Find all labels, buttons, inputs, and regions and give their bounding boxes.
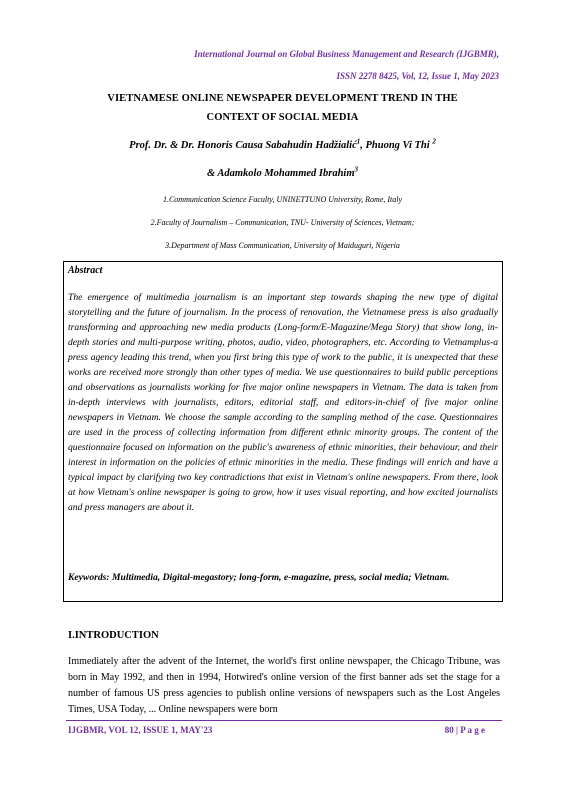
abstract-text: The emergence of multimedia journalism is an important step towards shaping the new type of digital storytelling and the future of journalism. In the process of renovation, the Vietnamese press is also gradually transforming and approaching new media products (Long-form/E-Magazine/Mega Story) that show long, in-depth stories and multi-purpose writing, photos, audio, video, photographers, etc. According to Vietnamplus-a press agency leading this trend, when you first bring this type of work to the public, it is unexpected that these works are received more strongly than other types of media. We use questionnaires to build public perceptions and observations as journalists working for five major online newspapers in Vietnam. The data is taken from in-depth interviews with journalists, editors, editorial staff, and editors-in-chief of five major online newspapers in Vietnam. We choose the sample according to the sampling method of the case. Questionnaires are used in the process of collecting information from different ethnic minority groups. The content of the questionnaire focused on information on the public's awareness of ethnic minorities, their behaviour, and their interest in information on the policies of ethnic minorities in the media. These findings will enrich and have a typical impact by clarifying two key contradictions that exist in Vietnam's online newspapers. From there, look at how Vietnam's online newspaper is going to grow, how it uses visual reporting, and how excited journalists and press managers are about it. <box>68 292 498 513</box>
footer-divider <box>66 720 502 721</box>
affiliation-3: 3.Department of Mass Communication, University of Maiduguri, Nigeria <box>165 241 400 250</box>
author-2-affiliation-mark: 2 <box>432 137 436 146</box>
keywords: Keywords: Multimedia, Digital-megastory; long-form, e-magazine, press, social media; Vietnam. <box>68 572 450 583</box>
introduction-heading: I.INTRODUCTION <box>68 630 159 641</box>
affiliation-1: 1.Communication Science Faculty, UNINETTUNO University, Rome, Italy <box>162 195 403 204</box>
footer-journal-issue: IJGBMR, VOL 12, ISSUE 1, MAY'23 <box>68 725 213 735</box>
paper-title-line-1: VIETNAMESE ONLINE NEWSPAPER DEVELOPMENT TREND IN THE <box>107 93 458 104</box>
footer-page-number: 80 | P a g e <box>444 725 485 735</box>
affiliation-2: 2.Faculty of Journalism – Communication, TNU- University of Sciences, Vietnam; <box>150 218 415 227</box>
abstract-box <box>63 261 503 602</box>
author-1-affiliation-mark: 1 <box>356 137 361 146</box>
author-3-affiliation-mark: 3 <box>354 165 358 174</box>
introduction-text: Immediately after the advent of the Internet, the world's first online newspaper, the Chicago Tribune, was born in May 1992, and then in 1994, Hotwired's online version of the first banner ads set the stage for a number of famous US press agencies to publish online versions of newspapers such as the Lost Angeles Times, USA Today, ... Online newspapers were born <box>68 656 500 715</box>
authors-line-1 <box>40 137 525 151</box>
abstract-heading: Abstract <box>68 265 103 276</box>
author-3-name: & Adamkolo Mohammed Ibrahim <box>206 168 355 179</box>
paper-title-line-2: CONTEXT OF SOCIAL MEDIA <box>206 112 359 123</box>
author-1-name: Prof. Dr. & Dr. Honoris Causa Sabahudin Hadžialić <box>129 140 357 151</box>
journal-name: International Journal on Global Business Management and Research (IJGBMR), <box>194 49 499 59</box>
authors-line-2 <box>40 165 525 179</box>
author-2-name: , Phuong Vi Thi <box>360 140 433 151</box>
journal-issue-info: ISSN 2278 8425, Vol, 12, Issue 1, May 2023 <box>336 71 499 81</box>
